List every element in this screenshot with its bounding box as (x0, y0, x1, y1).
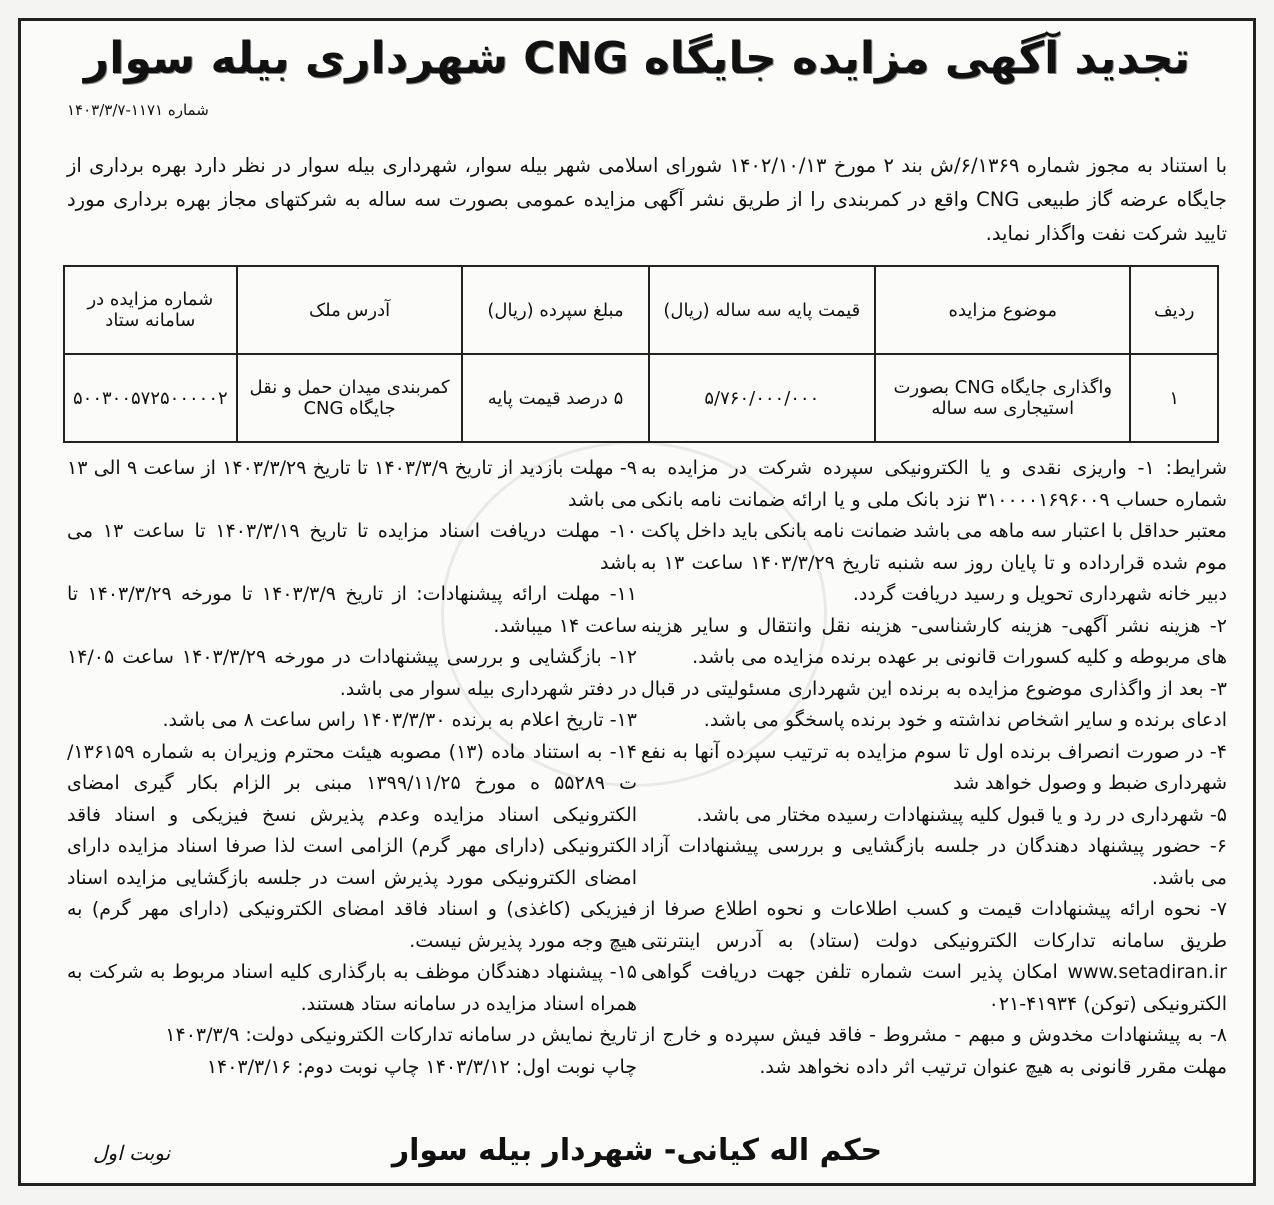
condition-item: ۶- حضور پیشنهاد دهندگان در جلسه بازگشایی و بررسی پیشنهادات آزاد می باشد. (641, 835, 1227, 889)
notice-page (18, 18, 1256, 1186)
conditions-left-column (67, 453, 637, 1083)
condition-item: ۱۲- بازگشایی و بررسی پیشنهادات در مورخه ۱۴۰۳/۳/۲۹ ساعت ۱۴/۰۵ در دفتر شهرداری بیله سوار می باشد. (67, 646, 637, 700)
table-header-row (64, 266, 1218, 354)
header-address: آدرس ملک (237, 266, 463, 354)
cell-deposit: ۵ درصد قیمت پایه (462, 354, 648, 442)
intro-paragraph: با استناد به مجوز شماره ۶/۱۳۶۹/ش بند ۲ مورخ ۱۴۰۲/۱۰/۱۳ شورای اسلامی شهر بیله سوار، شهرداری بیله سوار در نظر دارد بهره برداری از جایگاه عرضه گاز طبیعی CNG واقع در کمربندی را از طریق نشر آگهی مزایده عمومی بصورت سه ساله به شرکتهای مجاز بهره برداری مورد تایید شرکت نفت واگذار نماید. (67, 154, 1228, 245)
notice-title: تجدید آگهی مزایده جایگاه CNG شهرداری بیله سوار (83, 33, 1191, 84)
condition-item: ۵- شهرداری در رد و یا قبول کلیه پیشنهادات رسیده مختار می باشد. (696, 803, 1227, 826)
cell-setad-number: ۵۰۰۳۰۰۵۷۲۵۰۰۰۰۰۲ (64, 354, 237, 442)
header-subject: موضوع مزایده (875, 266, 1130, 354)
header-deposit: مبلغ سپرده (ریال) (462, 266, 648, 354)
condition-item: ۱۴- به استناد ماده (۱۳) مصوبه هیئت محترم وزیران به شماره ۱۳۶۱۵۹/ت ۵۵۲۸۹ ه مورخ ۱۳۹۹/۱۱/۲۵ مبنی بر الزام بکار گیری امضای الکترونیکی اسناد مزایده وعدم پذیرش نسخ فیزیکی و اسناد فاقد الکترونیکی (دارای مهر گرم) الزامی است لذا صرفا اسناد مزایده دارای امضای الکترونیکی مورد پذیرش است در جلسه بازگشایی مزایده اسناد فیزیکی (کاغذی) و اسناد فاقد امضای الکترونیکی (دارای مهر گرم) به هیچ وجه مورد پذیرش نیست. (67, 740, 637, 952)
condition-item: ۳- بعد از واگذاری موضوع مزایده به برنده این شهرداری مسئولیتی در قبال ادعای برنده و سایر اشخاص نداشته و خود برنده پاسخگو می باشد. (641, 677, 1227, 731)
print-dates-line: چاپ نوبت اول: ۱۴۰۳/۳/۱۲ چاپ نوبت دوم: ۱۴۰۳/۳/۱۶ (206, 1055, 637, 1078)
cell-base-price: ۵/۷۶۰/۰۰۰/۰۰۰ (649, 354, 876, 442)
header-row-number: ردیف (1130, 266, 1218, 354)
condition-item: ۸- به پیشنهادات مخدوش و مبهم - مشروط - فاقد فیش سپرده و خارج از مهلت مقرر قانونی به هیچ عنوان ترتیب اثر داده نخواهد شد. (641, 1024, 1227, 1078)
condition-item: ۱۰- مهلت دریافت اسناد مزایده تا تاریخ ۱۴۰۳/۳/۱۹ تا ساعت ۱۳ می باشد (67, 520, 637, 574)
table-row (64, 354, 1218, 442)
notice-number: شماره ۱۱۷۱-۱۴۰۳/۳/۷ (67, 101, 209, 119)
condition-item: شرایط: ۱- واریزی نقدی و یا الکترونیکی سپرده شرکت در مزایده به شماره حساب ۳۱۰۰۰۰۱۶۹۶۰۰۹ نزد بانک ملی و یا ارائه ضمانت نامه بانکی معتبر حداقل با اعتبار سه ماهه می باشد ضمانت نامه بانکی باید داخل پاکت موم شده قرارداده و تا پایان روز سه شنبه تاریخ ۱۴۰۳/۳/۲۹ ساعت ۱۳ به دبیر خانه شهرداری تحویل و رسید دریافت گردد. (641, 457, 1228, 605)
insertion-label: نوبت اول (93, 1141, 171, 1165)
conditions-right-column (641, 453, 1227, 1083)
condition-item: ۱۱- مهلت ارائه پیشنهادات: از تاریخ ۱۴۰۳/۳/۹ تا مورخه ۱۴۰۳/۳/۲۹ تا ساعت ۱۴ میباشد. (67, 583, 637, 637)
mayor-signature: حکم اله کیانی- شهردار بیله سوار (391, 1133, 883, 1168)
publish-date-line: تاریخ نمایش در سامانه تدارکات الکترونیکی دولت: ۱۴۰۳/۳/۹ (165, 1024, 637, 1046)
condition-item: ۹- مهلت بازدید از تاریخ ۱۴۰۳/۳/۹ تا تاریخ ۱۴۰۳/۳/۲۹ از ساعت ۹ الی ۱۳ می باشد (67, 457, 638, 511)
cell-subject: واگذاری جایگاه CNG بصورت استیجاری سه ساله (875, 354, 1130, 442)
condition-item: ۴- در صورت انصراف برنده اول تا سوم مزایده به ترتیب سپرده آنها به نفع شهرداری ضبط و وصول خواهد شد (641, 740, 1227, 794)
condition-item: ۲- هزینه نشر آگهی- هزینه کارشناسی- هزینه نقل وانتقال و سایر هزینه های مربوطه و کلیه کسورات قانونی بر عهده برنده مزایده می باشد. (641, 614, 1227, 668)
cell-row-number: ۱ (1130, 354, 1218, 442)
auction-table (63, 265, 1219, 443)
header-setad-number: شماره مزایده در سامانه ستاد (64, 266, 237, 354)
cell-address: کمربندی میدان حمل و نقل جایگاه CNG (237, 354, 463, 442)
condition-item: ۱۳- تاریخ اعلام به برنده ۱۴۰۳/۳/۳۰ راس ساعت ۸ می باشد. (162, 709, 637, 731)
condition-item: ۱۵- پیشنهاد دهندگان موظف به بارگذاری کلیه اسناد مربوط به شرکت به همراه اسناد مزایده در سامانه ستاد هستند. (67, 961, 637, 1015)
condition-item: ۷- نحوه ارائه پیشنهادات قیمت و کسب اطلاعات و نحوه اطلاع صرفا از طریق سامانه تدارکات الکترونیکی دولت (ستاد) به آدرس اینترنتی www.setadiran.ir امکان پذیر است شماره تلفن جهت دریافت گواهی الکترونیکی (توکن) ۴۱۹۳۴-۰۲۱ (641, 898, 1227, 1015)
header-base-price: قیمت پایه سه ساله (ریال) (649, 266, 876, 354)
